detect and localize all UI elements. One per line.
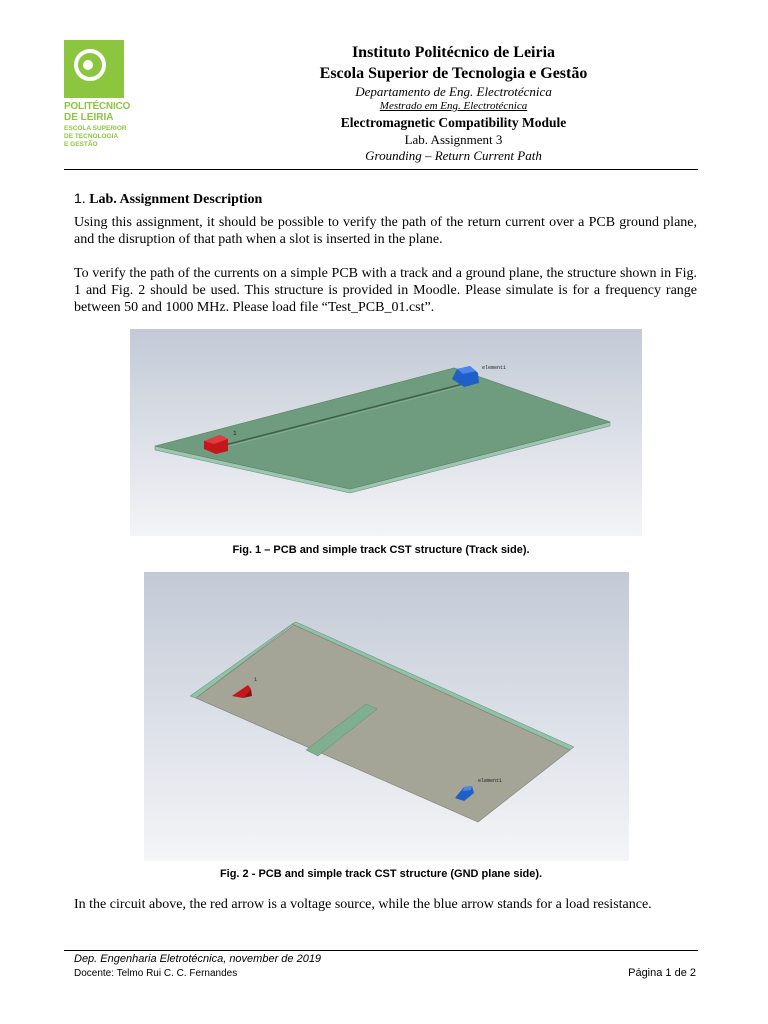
logo-dot-icon [83,60,93,70]
section-number: 1. [74,190,86,206]
footer-page-number: Página 1 de 2 [628,967,696,979]
logo-text-line5: E GESTÃO [64,141,98,148]
section-heading [74,190,262,208]
masters-name: Mestrado em Eng. Electrotécnica [379,100,528,112]
logo-text-line2: DE LEIRIA [64,112,114,123]
module-name: Electromagnetic Compatibility Module [340,115,567,130]
figure-2-caption: Fig. 2 - PCB and simple track CST structure (GND plane side). [219,868,543,880]
department-name: Departamento de Eng. Electrotécnica [355,84,552,99]
footer-teacher: Docente: Telmo Rui C. C. Fernandes [74,968,238,979]
figure-1-track-side [130,329,642,536]
logo-text-line1: POLITÉCNICO [64,101,131,112]
figure-1-caption: Fig. 1 – PCB and simple track CST structure (Track side). [232,544,530,556]
assignment-name: Lab. Assignment 3 [404,132,503,147]
circuit-paragraph: In the circuit above, the red arrow is a voltage source, while the blue arrow stands for a load resistance. [74,897,652,912]
figure-1-render [130,329,642,536]
fig2-element-label: element1 [478,778,503,784]
section-title: Lab. Assignment Description [89,192,263,207]
assignment-topic: Grounding – Return Current Path [365,148,542,163]
instructions-paragraph: To verify the path of the currents on a simple PCB with a track and a ground plane, the structure shown in Fig. 1 and Fig. 2 should be used. This structure is provided in Moodle. Please simulate is for a frequency range between 50 and 1000 MHz. Please load file “Test_PCB_01.cst”. [74,266,697,315]
institute-title: Instituto Politécnico de Leiria [351,44,556,61]
header-divider [64,169,698,170]
logo-text-line4: DE TECNOLOGIA [64,133,119,140]
figure-2-gnd-side [144,572,629,861]
logo-text-line3: ESCOLA SUPERIOR [64,125,127,132]
school-title: Escola Superior de Tecnologia e Gestão [319,65,588,82]
fig1-port-label: 1 [233,430,237,437]
footer-divider [64,950,698,951]
politecnico-leiria-logo [64,40,124,98]
footer-department-date: Dep. Engenharia Eletrotécnica, november de 2019 [74,953,322,965]
fig2-port-label: 1 [254,677,258,683]
figure-2-render [144,572,629,861]
intro-paragraph: Using this assignment, it should be possible to verify the path of the return current over a PCB ground plane, and the disruption of that path when a slot is inserted in the plane. [74,215,697,247]
fig1-element-label: element1 [482,365,507,371]
